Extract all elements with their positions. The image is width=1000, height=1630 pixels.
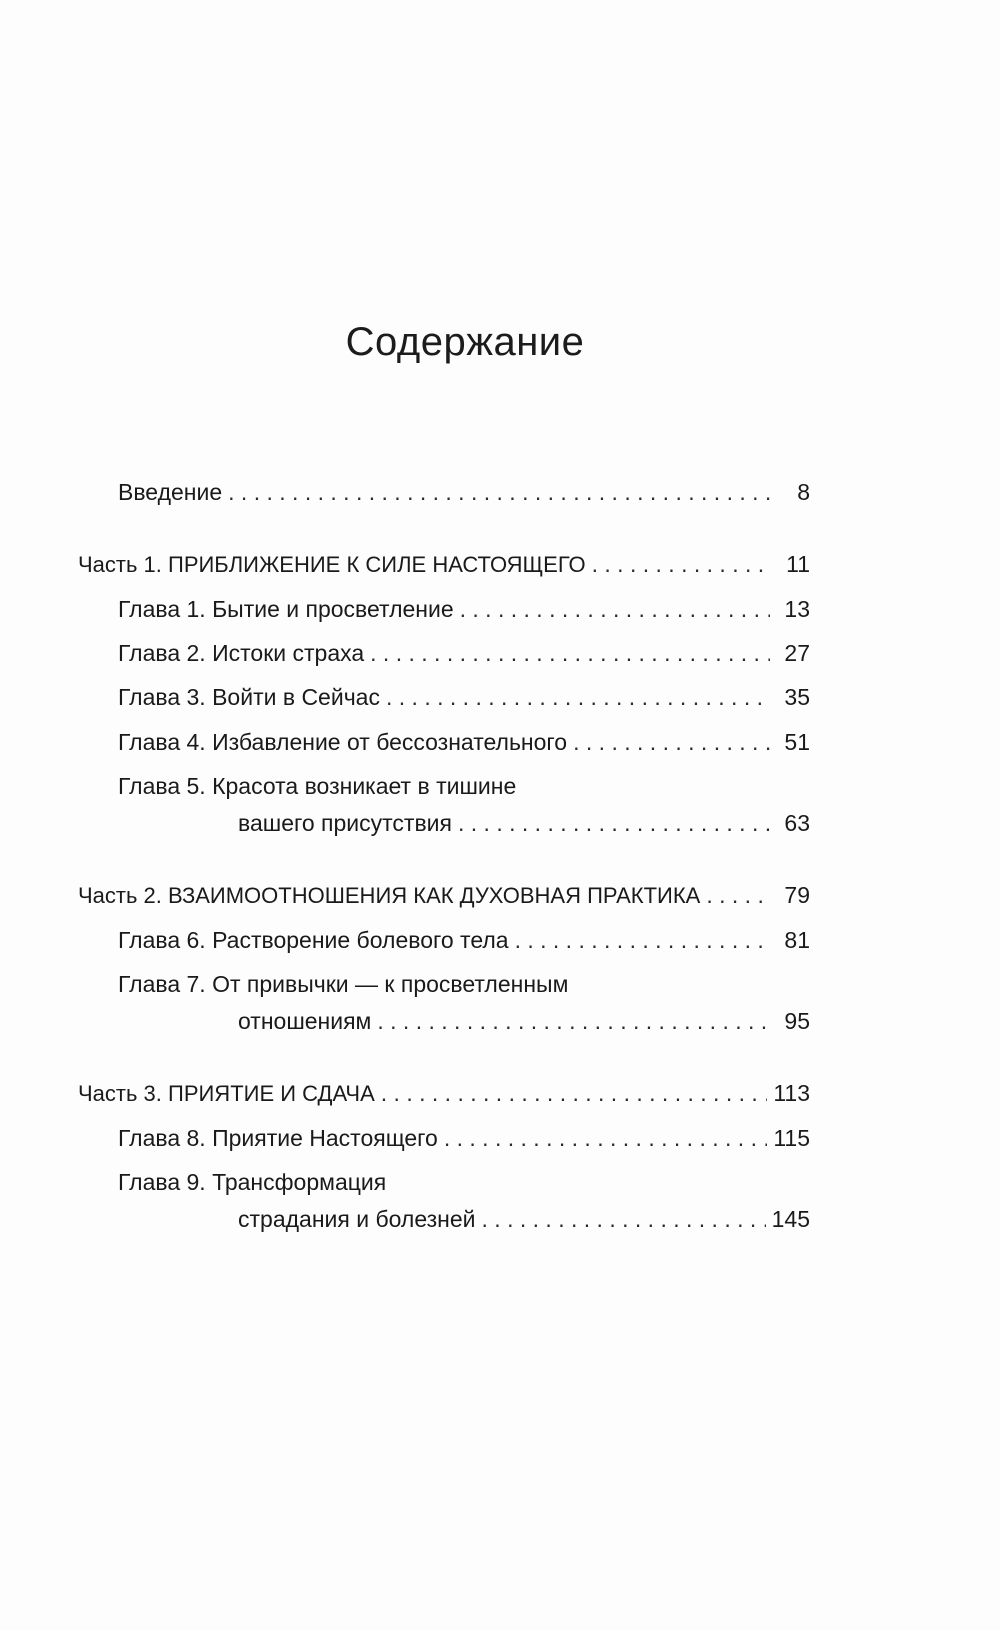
toc-page-number: 13 [784, 596, 810, 622]
chapter-label-line1[interactable]: Глава 7. От привычки — к просветленным [118, 971, 569, 997]
toc-chapter-5[interactable] [238, 808, 810, 838]
leader-dots [377, 1006, 770, 1036]
toc-page-number: 115 [773, 1125, 810, 1151]
toc-chapter-1[interactable] [118, 594, 810, 624]
chapter-label-line2: страдания и болезней [238, 1206, 476, 1232]
toc-entry-label: Введение [118, 479, 223, 505]
toc-part-2[interactable] [78, 880, 810, 911]
toc-chapter-6[interactable] [118, 925, 810, 955]
leader-dots [444, 1123, 767, 1153]
part-label: Часть 2. ВЗАИМООТНОШЕНИЯ КАК ДУХОВНАЯ ПРАКТИКА [78, 883, 701, 908]
chapter-label: Глава 1. Бытие и просветление [118, 596, 454, 622]
part-label: Часть 1. ПРИБЛИЖЕНИЕ К СИЛЕ НАСТОЯЩЕГО [78, 552, 586, 577]
chapter-label: Глава 3. Войти в Сейчас [118, 684, 380, 710]
toc-chapter-3[interactable] [118, 682, 810, 712]
toc-chapter-2[interactable] [118, 638, 810, 668]
toc-page-number: 27 [784, 640, 810, 666]
chapter-label: Глава 4. Избавление от бессознательного [118, 729, 568, 755]
chapter-label: Глава 8. Приятие Настоящего [118, 1125, 438, 1151]
chapter-label: Глава 2. Истоки страха [118, 640, 365, 666]
leader-dots [458, 808, 770, 838]
leader-dots [515, 925, 770, 955]
toc-page-number: 79 [784, 882, 810, 908]
toc-page-number: 35 [784, 684, 810, 710]
leader-dots [386, 682, 770, 712]
toc-part-1[interactable] [78, 549, 810, 580]
toc-entry-intro[interactable] [118, 477, 810, 507]
toc-page-number: 8 [797, 479, 810, 505]
chapter-label-line2: вашего присутствия [238, 810, 452, 836]
leader-dots [592, 549, 770, 579]
page-title: Содержание [345, 320, 585, 364]
chapter-label-line2: отношениям [238, 1008, 372, 1034]
leader-dots [228, 477, 770, 507]
toc-page-number: 63 [784, 810, 810, 836]
toc-part-3[interactable] [78, 1078, 810, 1109]
part-label: Часть 3. ПРИЯТИЕ И СДАЧА [78, 1081, 375, 1106]
toc-page-number: 113 [773, 1080, 810, 1106]
toc-chapter-9[interactable] [238, 1204, 810, 1234]
leader-dots [460, 594, 770, 624]
toc-page-number: 145 [771, 1206, 810, 1232]
toc-page-number: 95 [784, 1008, 810, 1034]
leader-dots [706, 880, 770, 910]
chapter-label-line1[interactable]: Глава 9. Трансформация [118, 1169, 387, 1195]
chapter-label: Глава 6. Растворение болевого тела [118, 927, 509, 953]
toc-chapter-4[interactable] [118, 727, 810, 757]
leader-dots [370, 638, 770, 668]
leader-dots [381, 1078, 768, 1108]
leader-dots [482, 1204, 766, 1234]
chapter-label-line1[interactable]: Глава 5. Красота возникает в тишине [118, 773, 517, 799]
toc-page-number: 51 [784, 729, 810, 755]
toc-page-number: 81 [784, 927, 810, 953]
leader-dots [573, 727, 770, 757]
toc-page-number: 11 [786, 551, 810, 577]
toc-chapter-8[interactable] [118, 1123, 810, 1153]
toc-chapter-7[interactable] [238, 1006, 810, 1036]
